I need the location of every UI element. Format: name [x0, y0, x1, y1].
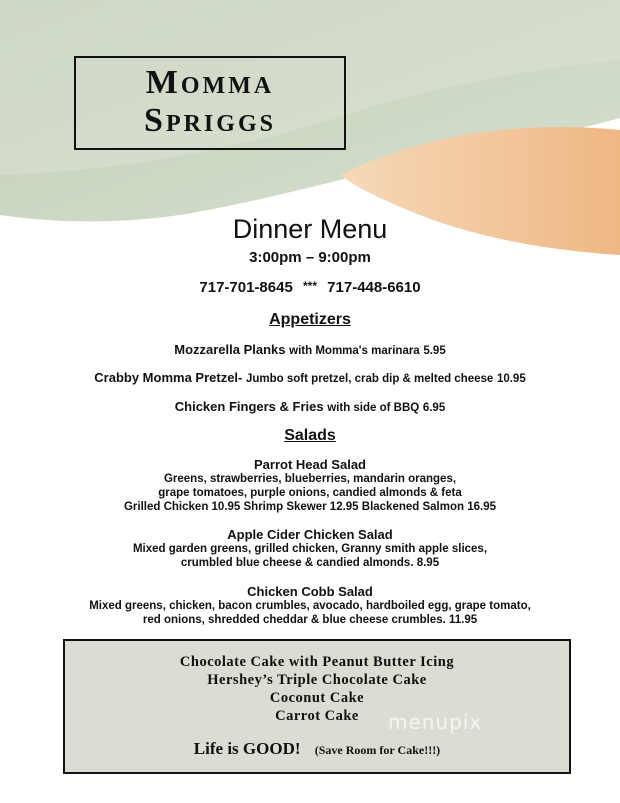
appetizers-heading: Appetizers — [269, 311, 351, 328]
restaurant-name-line1: Momma — [145, 64, 275, 101]
menu-item — [0, 399, 620, 414]
salad-description-line: red onions, shredded cheddar & blue cheese crumbles. 11.95 — [142, 614, 478, 626]
cake-box — [63, 639, 571, 774]
cake-item: Hershey’s Triple Chocolate Cake — [207, 672, 427, 688]
phone-number-1: 717-701-8645 — [199, 279, 293, 296]
salad-description — [0, 472, 620, 514]
item-price: 5.95 — [423, 345, 446, 357]
phone-numbers — [0, 279, 620, 296]
salad-name: Apple Cider Chicken Salad — [227, 527, 393, 542]
watermark: menupix — [388, 710, 483, 734]
item-name: Crabby Momma Pretzel- — [94, 370, 243, 385]
salad-description-line: Mixed greens, chicken, bacon crumbles, avocado, hardboiled egg, grape tomato, — [89, 600, 531, 612]
salad-description — [0, 542, 620, 570]
item-description: with side of BBQ — [327, 402, 420, 414]
salad-description — [0, 599, 620, 627]
menu-hours: 3:00pm – 9:00pm — [249, 249, 371, 266]
restaurant-title-box — [74, 56, 346, 150]
tagline-main: Life is GOOD! — [193, 739, 301, 758]
salad-name: Parrot Head Salad — [254, 457, 366, 472]
salads-heading: Salads — [284, 427, 336, 444]
salad-description-line: Grilled Chicken 10.95 Shrimp Skewer 12.95 Blackened Salmon 16.95 — [123, 501, 496, 513]
tagline — [65, 739, 569, 759]
cake-item: Chocolate Cake with Peanut Butter Icing — [179, 654, 455, 670]
item-name: Mozzarella Planks — [174, 342, 286, 357]
salad-description-line: crumbled blue cheese & candied almonds. 8.95 — [180, 557, 440, 569]
phone-number-2: 717-448-6610 — [327, 279, 421, 296]
menu-title: Dinner Menu — [232, 214, 388, 244]
salad-description-line: Greens, strawberries, blueberries, mandarin oranges, — [163, 473, 457, 485]
menu-item — [0, 370, 620, 385]
tagline-note: (Save Room for Cake!!!) — [314, 743, 441, 757]
item-name: Chicken Fingers & Fries — [174, 399, 324, 414]
item-price: 10.95 — [496, 373, 526, 385]
restaurant-name-line2: Spriggs — [144, 102, 276, 139]
item-price: 6.95 — [422, 402, 446, 414]
item-description: with Momma's marinara — [289, 345, 420, 357]
salad-description-line: Mixed garden greens, grilled chicken, Granny smith apple slices, — [132, 543, 488, 555]
cake-item: Coconut Cake — [269, 690, 365, 706]
phone-separator: *** — [302, 279, 317, 293]
cake-item: Carrot Cake — [275, 708, 359, 724]
item-description: Jumbo soft pretzel, crab dip & melted cheese — [246, 373, 494, 385]
menu-item — [0, 342, 620, 357]
salad-description-line: grape tomatoes, purple onions, candied almonds & feta — [158, 487, 462, 499]
salad-name: Chicken Cobb Salad — [247, 584, 373, 599]
